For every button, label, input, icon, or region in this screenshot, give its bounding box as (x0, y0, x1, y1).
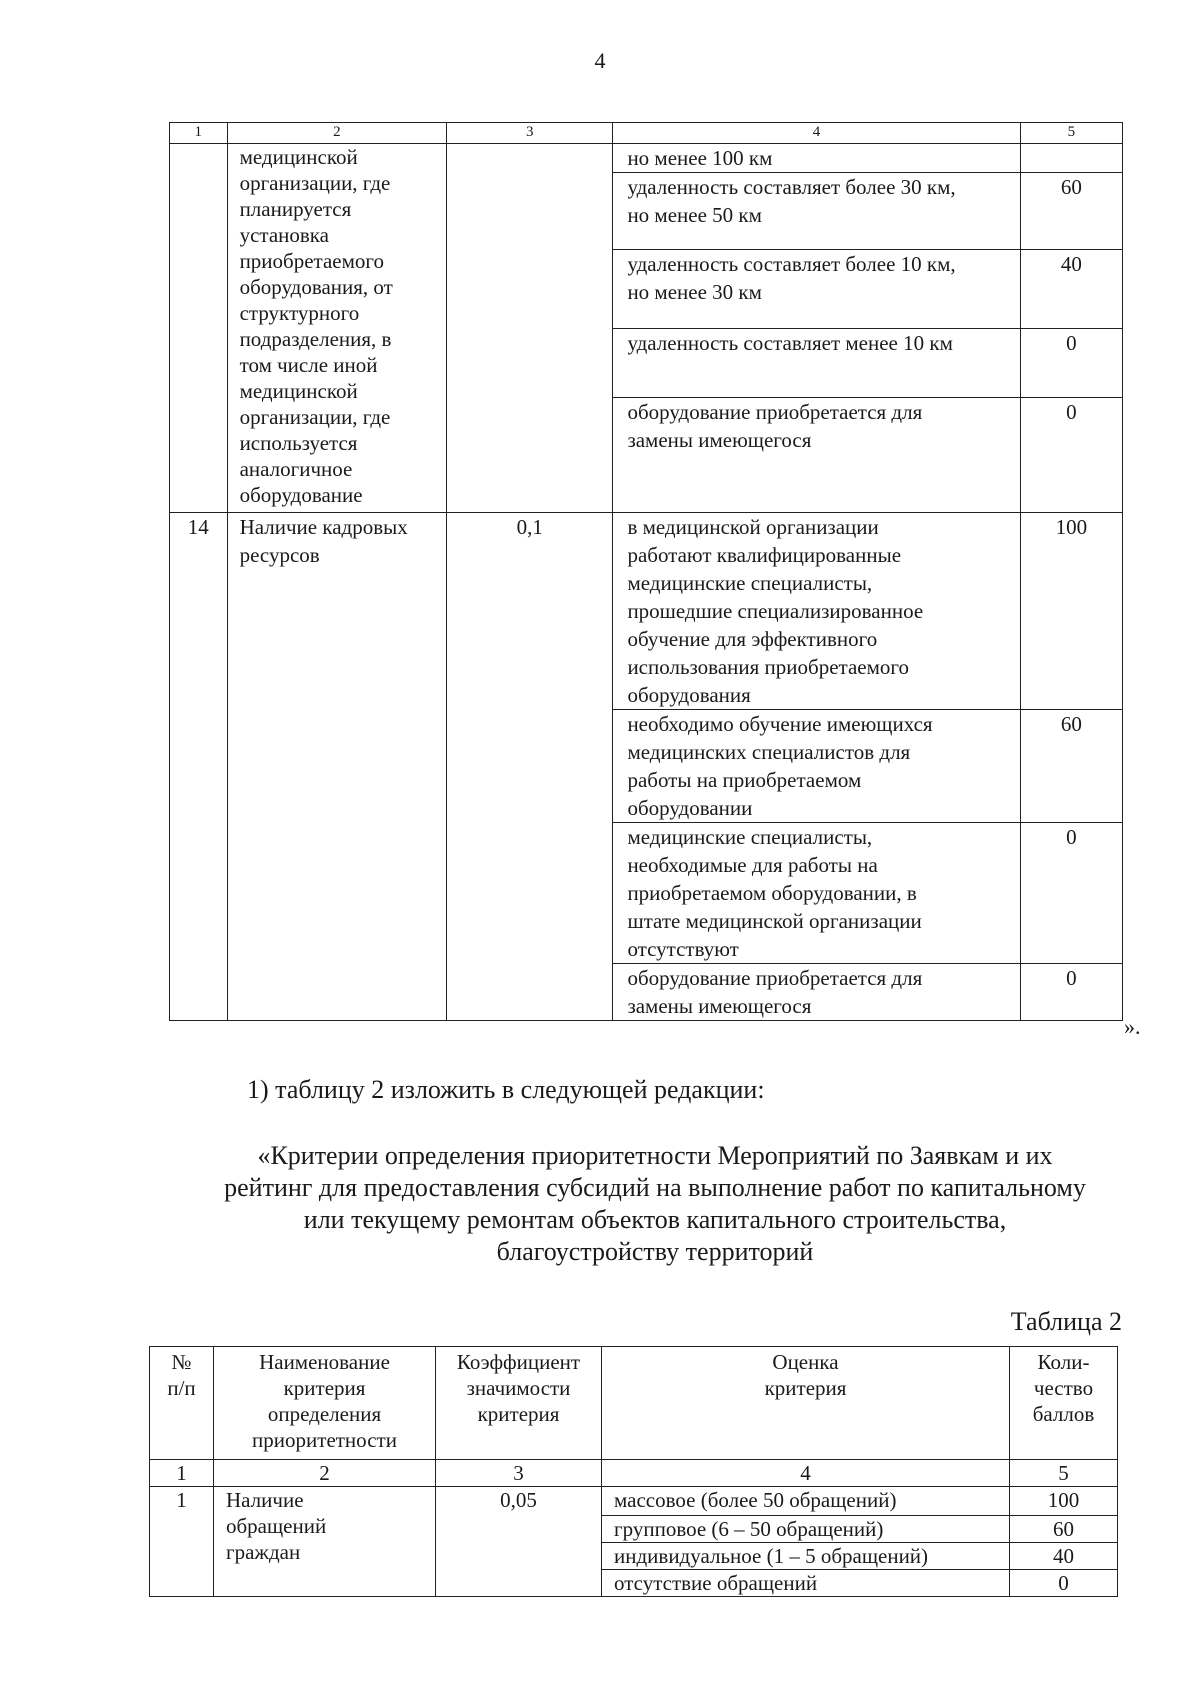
text-line: установка (239, 223, 329, 247)
text-line: оборудования, от (239, 275, 393, 299)
score-cell: 40 (1010, 1543, 1118, 1570)
text-line: удаленность составляет более 10 км, (627, 252, 956, 276)
header-cell-score (1010, 1347, 1118, 1460)
column-number: 2 (214, 1460, 436, 1487)
header-line: определения (267, 1402, 382, 1426)
text-line: но менее 100 км (627, 146, 773, 170)
heading-line: или текущему ремонтам объектов капитального строительства, (303, 1205, 1007, 1234)
evaluation-cell (613, 144, 1020, 173)
table-row (170, 144, 1123, 173)
evaluation-cell: групповое (6 – 50 обращений) (602, 1516, 1010, 1543)
evaluation-cell (613, 398, 1020, 513)
text-line: медицинской (239, 379, 358, 403)
evaluation-cell: отсутствие обращений (602, 1570, 1010, 1597)
table-row (170, 513, 1123, 710)
text-line: отсутствуют (627, 937, 739, 961)
score-cell: 100 (1010, 1487, 1118, 1516)
text-line: но менее 30 км (627, 280, 762, 304)
evaluation-cell (613, 329, 1020, 398)
text-line: организации, где (239, 405, 391, 429)
header-line: Коли- (1037, 1350, 1090, 1374)
table-row (150, 1487, 1118, 1516)
score-cell (1020, 144, 1122, 173)
header-line: критерия (477, 1402, 560, 1426)
header-line: критерия (283, 1376, 366, 1400)
column-number-row (150, 1460, 1118, 1487)
text-line: оборудование приобретается для (627, 400, 923, 424)
evaluation-cell: массовое (более 50 обращений) (602, 1487, 1010, 1516)
evaluation-cell (613, 173, 1020, 250)
text-line: штате медицинской организации (627, 909, 922, 933)
num-cell: 14 (170, 513, 228, 1021)
score-cell: 60 (1020, 173, 1122, 250)
text-line: медицинских специалистов для (627, 740, 911, 764)
header-cell: 1 (170, 123, 228, 144)
column-number: 5 (1010, 1460, 1118, 1487)
criteria-table-continued (169, 122, 1123, 1021)
criteria-table-2 (149, 1346, 1118, 1597)
text-line: в медицинской организации (627, 515, 879, 539)
text-line: медицинские специалисты, (627, 571, 873, 595)
header-cell-evaluation (602, 1347, 1010, 1460)
score-cell: 0 (1020, 964, 1122, 1021)
score-cell: 100 (1020, 513, 1122, 710)
heading-line: благоустройству территорий (496, 1237, 814, 1266)
criterion-name-cell (214, 1487, 436, 1597)
text-line: замены имеющегося (627, 428, 812, 452)
text-line: оборудование (239, 483, 363, 507)
criterion-name-cell (227, 144, 447, 513)
num-cell: 1 (150, 1487, 214, 1597)
evaluation-cell (613, 250, 1020, 329)
text-line: граждан (226, 1540, 301, 1564)
column-number: 3 (436, 1460, 602, 1487)
text-line: но менее 50 км (627, 203, 762, 227)
header-line: баллов (1032, 1402, 1095, 1426)
header-line: п/п (167, 1376, 196, 1400)
table-header-row (170, 123, 1123, 144)
score-cell: 60 (1010, 1516, 1118, 1543)
text-line: прошедшие специализированное (627, 599, 924, 623)
header-line: чество (1033, 1376, 1094, 1400)
score-cell: 0 (1020, 329, 1122, 398)
table-header-row (150, 1347, 1118, 1460)
header-line: Наименование (259, 1350, 390, 1374)
header-cell-coef (436, 1347, 602, 1460)
header-line: Коэффициент (456, 1350, 581, 1374)
text-line: Наличие кадровых (239, 515, 408, 539)
column-number: 4 (602, 1460, 1010, 1487)
page-number: 4 (594, 48, 606, 73)
text-line: том числе иной (239, 353, 378, 377)
table2-heading (160, 1140, 1150, 1268)
text-line: приобретаемого (239, 249, 384, 273)
heading-line: «Критерии определения приоритетности Мероприятий по Заявкам и их (257, 1141, 1053, 1170)
text-line: обращений (226, 1514, 327, 1538)
text-line: медицинские специалисты, (627, 825, 873, 849)
evaluation-cell: индивидуальное (1 – 5 обращений) (602, 1543, 1010, 1570)
text-line: ресурсов (239, 543, 320, 567)
text-line: использования приобретаемого (627, 655, 909, 679)
table-label: Таблица 2 (1010, 1307, 1122, 1336)
header-cell: 4 (613, 123, 1020, 144)
header-cell: 3 (447, 123, 613, 144)
evaluation-cell (613, 710, 1020, 823)
text-line: подразделения, в (239, 327, 392, 351)
text-line: необходимые для работы на (627, 853, 878, 877)
header-line: Оценка (772, 1350, 839, 1374)
num-cell (170, 144, 228, 513)
coefficient-cell: 0,05 (436, 1487, 602, 1597)
header-line: приоритетности (252, 1428, 397, 1452)
score-cell: 0 (1020, 823, 1122, 964)
header-cell: 2 (227, 123, 447, 144)
score-cell: 0 (1020, 398, 1122, 513)
text-line: структурного (239, 301, 360, 325)
column-number: 1 (150, 1460, 214, 1487)
coefficient-cell: 0,1 (447, 513, 613, 1021)
text-line: оборудования (627, 683, 751, 707)
text-line: обучение для эффективного (627, 627, 878, 651)
text-line: замены имеющегося (627, 994, 812, 1018)
score-cell: 40 (1020, 250, 1122, 329)
evaluation-cell (613, 823, 1020, 964)
criterion-name-cell (227, 513, 447, 1021)
text-line: необходимо обучение имеющихся (627, 712, 933, 736)
text-line: аналогичное (239, 457, 353, 481)
header-cell-num (150, 1347, 214, 1460)
text-line: работы на приобретаемом (627, 768, 862, 792)
closing-quote: ». (1124, 1014, 1141, 1039)
score-cell: 60 (1020, 710, 1122, 823)
header-line: критерия (764, 1376, 847, 1400)
text-line: удаленность составляет более 30 км, (627, 175, 956, 199)
heading-line: рейтинг для предоставления субсидий на выполнение работ по капитальному (224, 1173, 1086, 1202)
text-line: удаленность составляет менее 10 км (627, 331, 953, 355)
text-line: работают квалифицированные (627, 543, 902, 567)
text-line: Наличие (226, 1488, 304, 1512)
evaluation-cell (613, 513, 1020, 710)
text-line: оборудовании (627, 796, 753, 820)
text-line: организации, где (239, 171, 391, 195)
header-cell: 5 (1020, 123, 1122, 144)
header-line: № (171, 1350, 192, 1374)
header-line: значимости (466, 1376, 571, 1400)
text-line: медицинской (239, 145, 358, 169)
coefficient-cell (447, 144, 613, 513)
score-cell: 0 (1010, 1570, 1118, 1597)
text-line: оборудование приобретается для (627, 966, 923, 990)
text-line: используется (239, 431, 358, 455)
amendment-paragraph: 1) таблицу 2 изложить в следующей редакции: (247, 1075, 765, 1104)
text-line: планируется (239, 197, 352, 221)
evaluation-cell (613, 964, 1020, 1021)
text-line: приобретаемом оборудовании, в (627, 881, 917, 905)
header-cell-name (214, 1347, 436, 1460)
